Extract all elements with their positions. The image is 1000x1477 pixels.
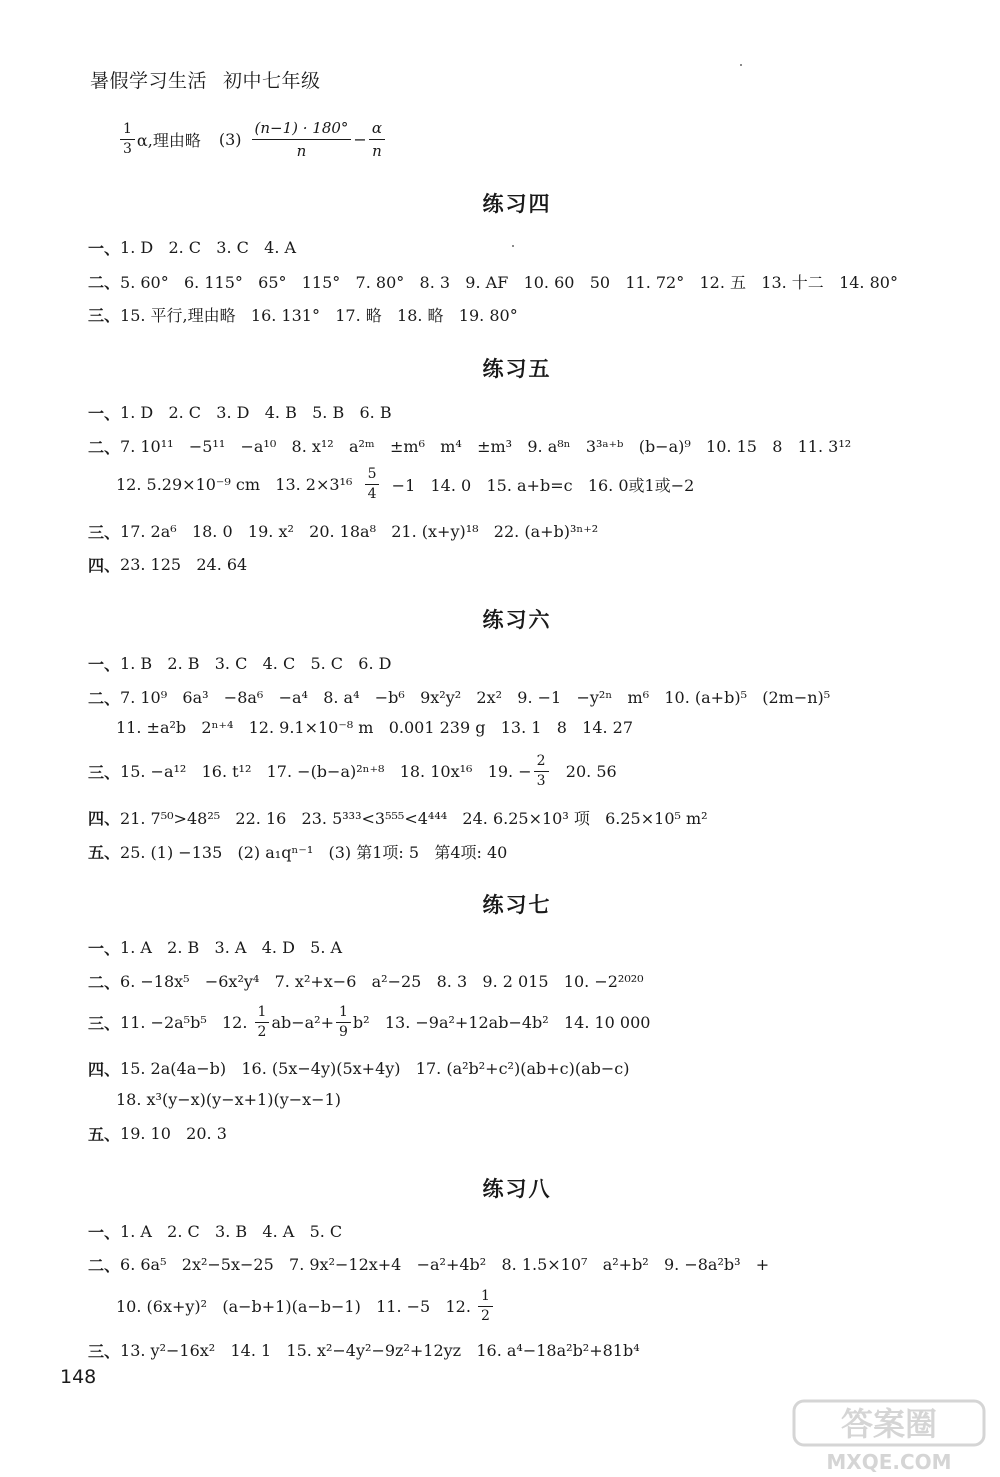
answer-line: 五、 19. 10 20. 3 (88, 1124, 227, 1144)
section-title: 练习八 (482, 1177, 552, 1201)
fraction: $\frac{5}{4}$ (365, 466, 380, 503)
fraction: $\frac{1}{3}$ (120, 121, 135, 158)
answer-line: 一、 1. D 2. C 3. C 4. A (88, 238, 297, 258)
fraction: $\frac{1}{2}$ (478, 1288, 493, 1325)
part-label: (3) (218, 130, 242, 149)
answer-line: 一、 1. A 2. C 3. B 4. A 5. C (88, 1222, 343, 1242)
answer-line: 11. ±a²b 2ⁿ⁺⁴ 12. 9.1×10⁻⁸ m 0.001 239 g 13. 1 8 14. 27 (116, 718, 634, 737)
answer-line: 三、 15. 平行,理由略 16. 131° 17. 略 18. 略 19. 80° (88, 306, 518, 325)
fraction: $\frac{\alpha}{n}$ (369, 118, 385, 161)
carry-over-answer (118, 118, 387, 161)
answer-line: 二、 6. −18x⁵ −6x²y⁴ 7. x²+x−6 a²−25 8. 3 9. 2 015 10. −2²⁰²⁰ (88, 972, 644, 992)
answer-line: 四、 21. 7⁵⁰>48²⁵ 22. 16 23. 5³³³<3⁵⁵⁵<4⁴⁴⁴ 24. 6.25×10³ 项 6.25×10⁵ m² (88, 809, 708, 828)
watermark-url: MXQE.COM (826, 1450, 952, 1474)
speck (740, 64, 742, 66)
answer-line: 三、 15. −a¹² 16. t¹² 17. −(b−a)²ⁿ⁺⁸ 18. 10x¹⁶ 19. − $\frac{2}{3}$ 20. 56 (88, 753, 617, 789)
speck (512, 245, 514, 247)
answer-line: 五、 25. (1) −135 (2) a₁qⁿ⁻¹ (3) 第1项: 5 第4项: 40 (88, 843, 508, 862)
running-header (90, 66, 321, 93)
section-title: 练习四 (482, 192, 552, 216)
answer-line: 三、 11. −2a⁵b⁵ 12. $\frac{1}{2}$ ab−a²+ $\frac{1}{9}$ b² 13. −9a²+12ab−4b² 14. 10 000 (88, 1004, 651, 1040)
fraction: $\frac{1}{2}$ (255, 1004, 270, 1041)
answer-line: 四、 15. 2a(4a−b) 16. (5x−4y)(5x+4y) 17. (a²b²+c²)(ab+c)(ab−c) (88, 1059, 630, 1079)
answer-line: 一、 1. A 2. B 3. A 4. D 5. A (88, 938, 343, 958)
watermark-text: 答案圈 (840, 1405, 938, 1443)
watermark-logo (790, 1395, 990, 1475)
page-number: 148 (60, 1366, 97, 1388)
answer-line: 10. (6x+y)² (a−b+1)(a−b−1) 11. −5 12. $\frac{1}{2}$ (116, 1288, 495, 1325)
answer-line: 12. 5.29×10⁻⁹ cm 13. 2×3¹⁶ $\frac{5}{4}$ −1 14. 0 15. a+b=c 16. 0或1或−2 (116, 466, 695, 502)
answer-line: 一、 1. B 2. B 3. C 4. C 5. C 6. D (88, 654, 392, 674)
answer-line: 一、 1. D 2. C 3. D 4. B 5. B 6. B (88, 403, 392, 423)
answer-line: 三、 13. y²−16x² 14. 1 15. x²−4y²−9z²+12yz 16. a⁴−18a²b²+81b⁴ (88, 1341, 640, 1361)
grade-label: 初中七年级 (223, 70, 321, 92)
answer-line: 二、 5. 60° 6. 115° 65° 115° 7. 80° 8. 3 9. AF 10. 60 50 11. 72° 12. 五 13. 十二 14. 80° (88, 273, 898, 292)
answer-line: 18. x³(y−x)(y−x+1)(y−x−1) (116, 1090, 341, 1109)
answer-line: 二、 7. 10⁹ 6a³ −8a⁶ −a⁴ 8. a⁴ −b⁶ 9x²y² 2x² 9. −1 −y²ⁿ m⁶ 10. (a+b)⁵ (2m−n)⁵ (88, 688, 831, 708)
section-title: 练习五 (482, 357, 552, 381)
answer-line: 三、 17. 2a⁶ 18. 0 19. x² 20. 18a⁸ 21. (x+y)¹⁸ 22. (a+b)³ⁿ⁺² (88, 522, 599, 542)
fraction: $\frac{2}{3}$ (534, 753, 549, 790)
answer-line: 二、 6. 6a⁵ 2x²−5x−25 7. 9x²−12x+4 −a²+4b² 8. 1.5×10⁷ a²+b² 9. −8a²b³ + (88, 1255, 770, 1275)
answer-line: 二、 7. 10¹¹ −5¹¹ −a¹⁰ 8. x¹² a²ᵐ ±m⁶ m⁴ ±m³ 9. a⁸ⁿ 3³ᵃ⁺ᵇ (b−a)⁹ 10. 15 8 11. 3¹² (88, 437, 852, 457)
answer-line: 四、 23. 125 24. 64 (88, 555, 248, 575)
fraction: $\frac{1}{9}$ (336, 1004, 351, 1041)
book-title: 暑假学习生活 (90, 70, 208, 92)
fraction: $\frac{(n-1) \cdot 180^\circ}{n}$ (252, 118, 352, 161)
section-title: 练习六 (482, 608, 552, 632)
answer-text: α,理由略 (136, 131, 201, 150)
section-title: 练习七 (482, 893, 552, 917)
minus-sign: − (353, 130, 367, 149)
